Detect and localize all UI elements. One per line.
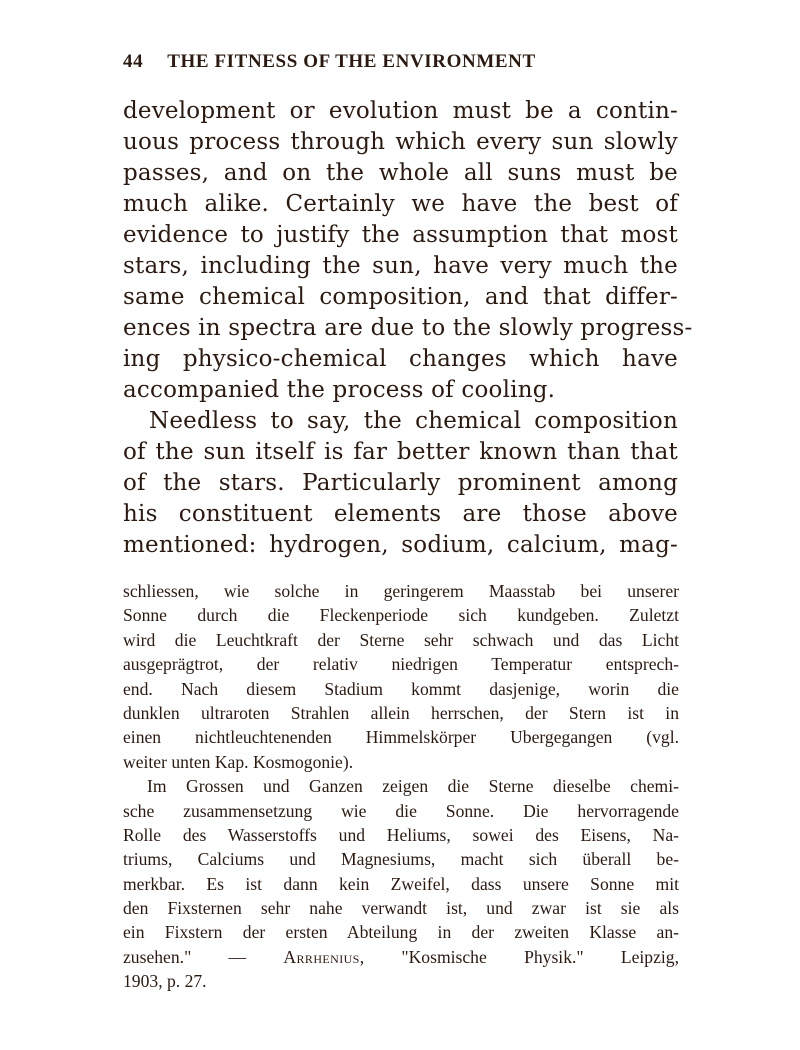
- body-line: stars, including the sun, have very much the: [123, 253, 678, 279]
- body-line: of the sun itself is far better known than that: [123, 439, 678, 465]
- footnote-line: schliessen, wie solche in geringerem Maasstab bei unserer: [123, 581, 679, 601]
- body-line: Needless to say, the chemical composition: [149, 408, 678, 434]
- footnote-line: weiter unten Kap. Kosmogonie).: [123, 751, 354, 772]
- footnote-line: Sonne durch die Fleckenperiode sich kundgeben. Zuletzt: [123, 605, 679, 626]
- body-line: ing physico-chemical changes which have: [123, 346, 678, 372]
- footnote-line: end. Nach diesem Stadium kommt dasjenige, worin die: [123, 678, 679, 699]
- body-line: ences in spectra are due to the slowly progress-: [123, 315, 693, 341]
- body-line: accompanied the process of cooling.: [123, 377, 556, 403]
- body-line: uous process through which every sun slowly: [123, 129, 678, 155]
- running-head: [123, 47, 648, 77]
- footnote-line: Rolle des Wasserstoffs und Heliums, sowei des Eisens, Na-: [123, 824, 679, 845]
- footnote-line: triums, Calciums und Magnesiums, macht sich überall be-: [123, 849, 679, 870]
- body-line: passes, and on the whole all suns must be: [123, 160, 678, 186]
- body-line: same chemical composition, and that differ-: [123, 284, 678, 310]
- footnote-line: sche zusammensetzung wie die Sonne. Die hervorragende: [123, 800, 679, 821]
- footnote-line: Im Grossen und Ganzen zeigen die Sterne dieselbe chemi-: [147, 776, 679, 797]
- page-number: 44: [123, 51, 144, 72]
- body-line: much alike. Certainly we have the best of: [123, 191, 678, 217]
- body-line: his constituent elements are those above: [123, 501, 678, 527]
- footnote-line: 1903, p. 27.: [123, 971, 207, 992]
- footnote-line: wird die Leuchtkraft der Sterne sehr schwach und das Licht: [123, 629, 679, 650]
- footnote-line: ein Fixstern der ersten Abteilung in der zweiten Klasse an-: [123, 922, 679, 943]
- citation-author: Arrhenius: [283, 946, 360, 967]
- running-title: THE FITNESS OF THE ENVIRONMENT: [167, 51, 536, 72]
- body-line: of the stars. Particularly prominent among: [123, 470, 678, 496]
- body-line: development or evolution must be a contin-: [123, 98, 678, 124]
- footnote-line: den Fixsternen sehr nahe verwandt ist, und zwar ist sie als: [123, 898, 679, 919]
- body-line: mentioned: hydrogen, sodium, calcium, mag-: [123, 532, 678, 558]
- footnote: [123, 579, 679, 994]
- citation-lead: zusehen." —: [123, 946, 284, 967]
- footnote-line: dunklen ultraroten Strahlen allein herrschen, der Stern ist in: [123, 702, 679, 723]
- footnote-citation-line: [123, 945, 679, 969]
- footnote-line: einen nichtleuchtenenden Himmelskörper Ubergegangen (vgl.: [123, 727, 679, 748]
- body-line: evidence to justify the assumption that most: [123, 222, 678, 248]
- main-text: [123, 96, 693, 561]
- footnote-line: ausgeprägtrot, der relativ niedrigen Temperatur entsprech-: [123, 654, 679, 675]
- footnote-line: merkbar. Es ist dann kein Zweifel, dass unsere Sonne mit: [123, 873, 679, 894]
- citation-source: , "Kosmische Physik." Leipzig,: [359, 946, 679, 967]
